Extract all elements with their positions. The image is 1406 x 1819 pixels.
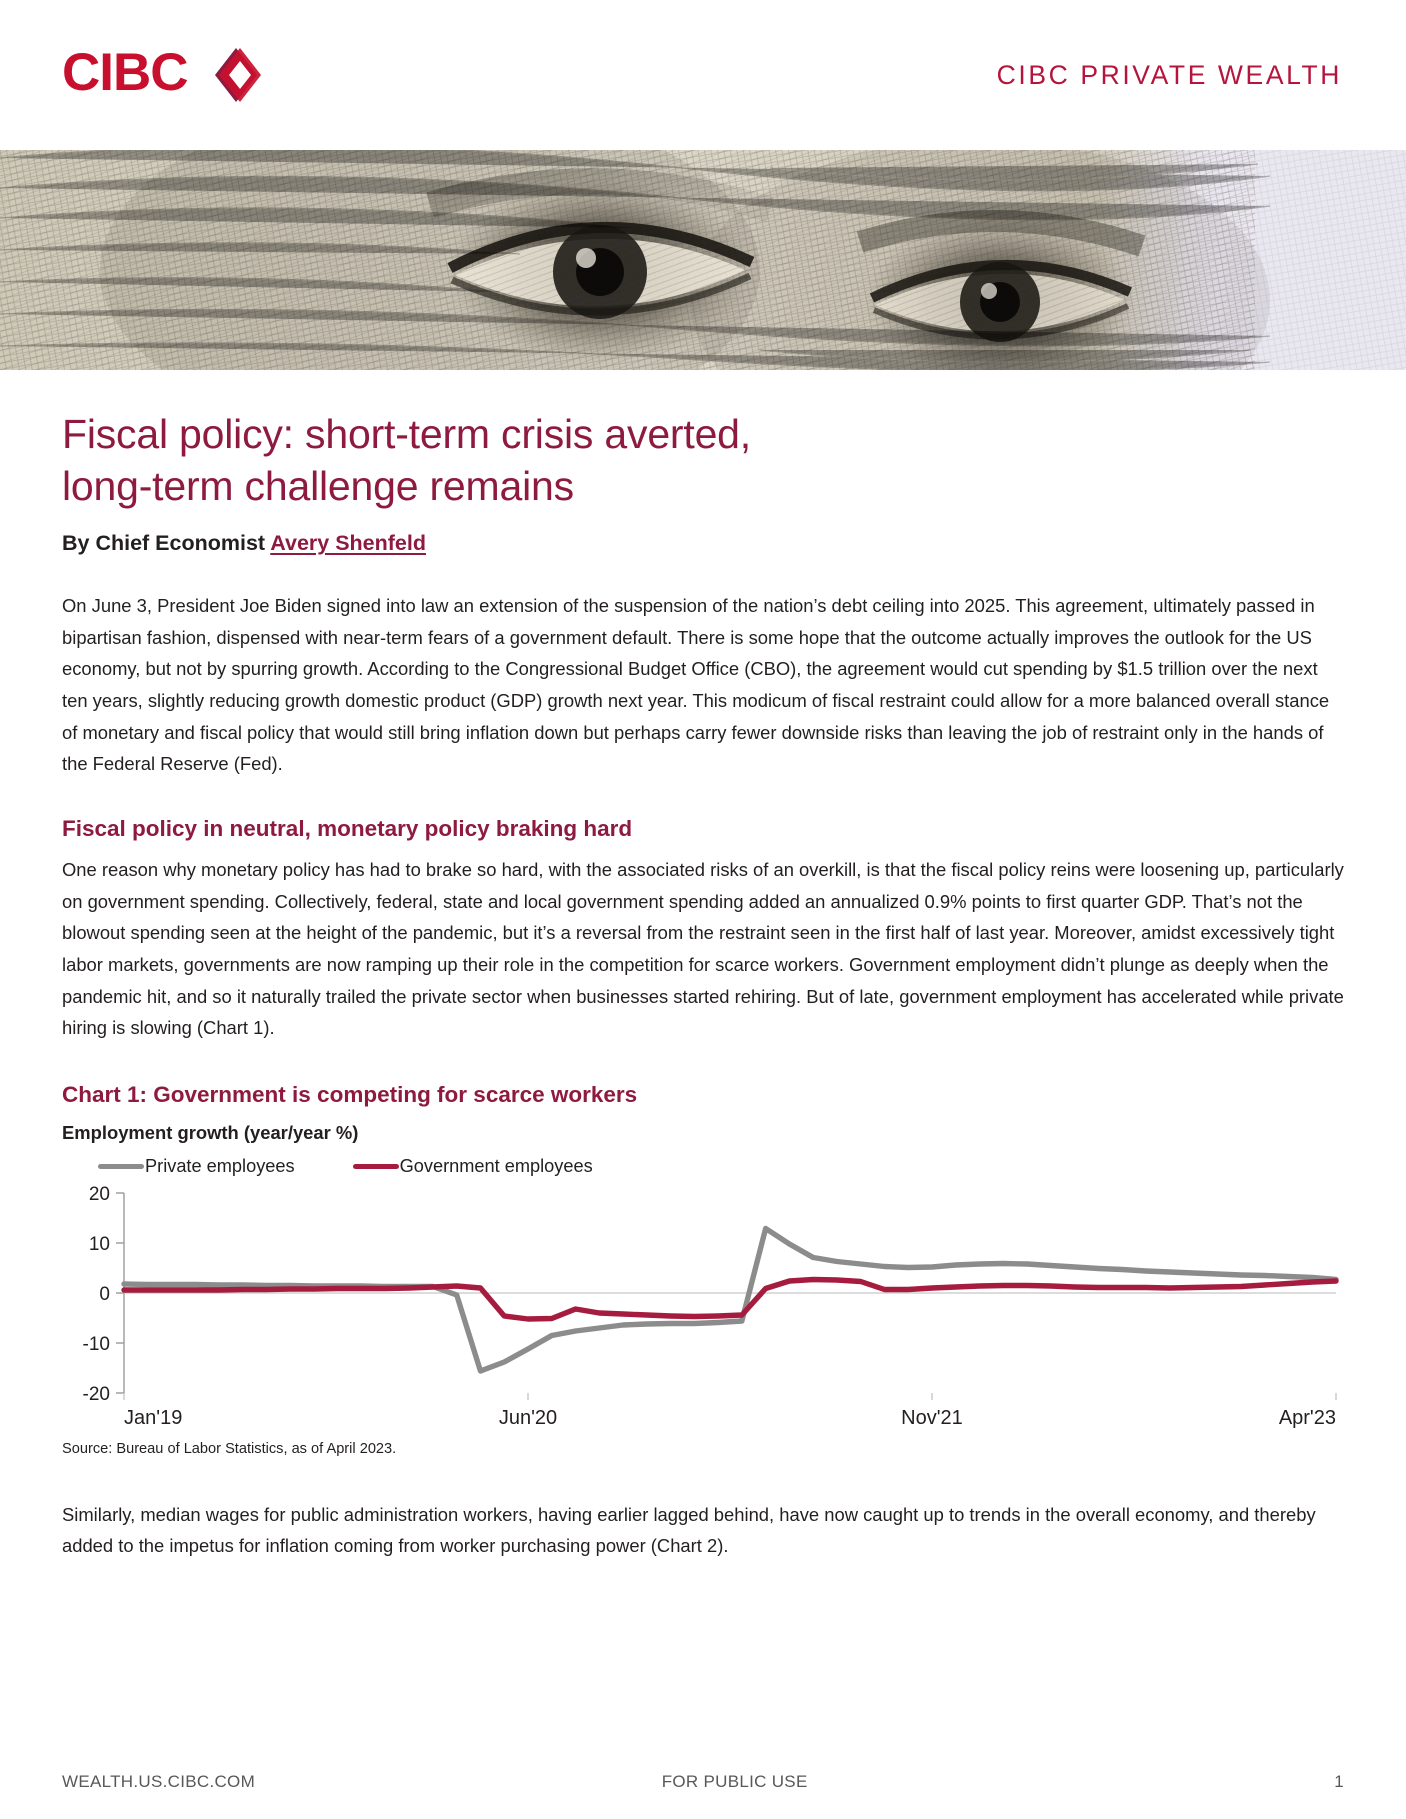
svg-text:-10: -10 (82, 1333, 110, 1355)
paragraph-wages: Similarly, median wages for public administration workers, having earlier lagged behind, have now caught up to trends in the overall economy, and thereby added to the impetus for inflation coming from worker purchasing power (Chart 2). (62, 1503, 1316, 1557)
article-body (0, 408, 1406, 1562)
paragraph-fiscal-policy: One reason why monetary policy has had to brake so hard, with the associated risks of an overkill, is that the fiscal policy reins were loosening up, particularly on government spending. Collectively, federal, state and local government spending added an annualized 0.9% points to first quarter GDP. That’s not the blowout spending seen at the height of the pandemic, but it’s a reversal from the restraint seen in the first half of last year. Moreover, amidst excessively tight labor markets, governments are now ramping up their role in the competition for scarce workers. Government employment didn’t plunge as deeply when the pandemic hit, and so it naturally trailed the private sector when businesses started rehiring. But of late, government employment has accelerated while private hiring is slowing (Chart 1). (62, 858, 1344, 1039)
legend-item-government (353, 1156, 593, 1177)
legend-swatch-government (353, 1164, 399, 1169)
legend-swatch-private (98, 1164, 144, 1169)
hero-banner-image (0, 150, 1406, 370)
svg-text:Apr'23: Apr'23 (1278, 1406, 1336, 1429)
cibc-wordmark-icon (62, 46, 276, 104)
svg-text:-20: -20 (82, 1383, 110, 1405)
svg-text:Nov'21: Nov'21 (901, 1406, 963, 1429)
legend-label-private: Private employees (145, 1155, 295, 1176)
page-title-line-1: Fiscal policy: short-term crisis averted, (62, 411, 751, 457)
svg-text:Jun'20: Jun'20 (498, 1406, 558, 1429)
section-heading-fiscal-policy: Fiscal policy in neutral, monetary policy braking hard (62, 815, 633, 841)
legend-label-government: Government employees (399, 1155, 593, 1176)
author-link[interactable]: Avery Shenfeld (270, 530, 426, 555)
page-title (62, 408, 1344, 513)
svg-text:Jan'19: Jan'19 (124, 1406, 183, 1429)
paragraph-intro: On June 3, President Joe Biden signed into law an extension of the suspension of the nation’s debt ceiling into 2025. This agreement, ultimately passed in bipartisan fashion, dispensed with near-term fears of a government default. There is some hope that the outcome actually improves the outlook for the US economy, but not by spurring growth. According to the Congressional Budget Office (CBO), the agreement would cut spending by $1.5 trillion over the next ten years, slightly reducing growth domestic product (GDP) growth next year. This modicum of fiscal restraint could allow for a more balanced overall stance of monetary and fiscal policy that would still bring inflation down but perhaps carry fewer downside risks than leaving the job of restraint only in the hands of the Federal Reserve (Fed). (62, 594, 1330, 775)
chart-1-source: Source: Bureau of Labor Statistics, as of April 2023. (62, 1440, 397, 1457)
chart-1-plot (62, 1183, 1344, 1435)
svg-text:20: 20 (88, 1183, 110, 1205)
footer-page-number: 1 (1334, 1772, 1344, 1791)
chart-1-svg (62, 1183, 1344, 1435)
svg-text:10: 10 (88, 1233, 110, 1255)
chart-1-legend (62, 1156, 1344, 1177)
chart-1-subtitle: Employment growth (year/year %) (62, 1121, 359, 1143)
page-header (0, 0, 1406, 150)
brand-tagline: CIBC PRIVATE WEALTH (996, 59, 1342, 90)
chart-1-title: Chart 1: Government is competing for scarce workers (62, 1081, 638, 1107)
svg-text:CIBC: CIBC (62, 46, 188, 102)
footer-website[interactable]: WEALTH.US.CIBC.COM (62, 1772, 256, 1791)
byline-prefix: By Chief Economist (62, 530, 271, 555)
cibc-diamond-icon (215, 48, 261, 102)
footer-disclaimer: FOR PUBLIC USE (661, 1772, 808, 1791)
page-title-line-2: long-term challenge remains (62, 463, 574, 510)
legend-item-private (98, 1156, 295, 1177)
cibc-logo[interactable] (62, 46, 276, 104)
byline (62, 531, 1344, 556)
svg-text:0: 0 (99, 1283, 110, 1305)
page-footer (0, 1745, 1406, 1819)
